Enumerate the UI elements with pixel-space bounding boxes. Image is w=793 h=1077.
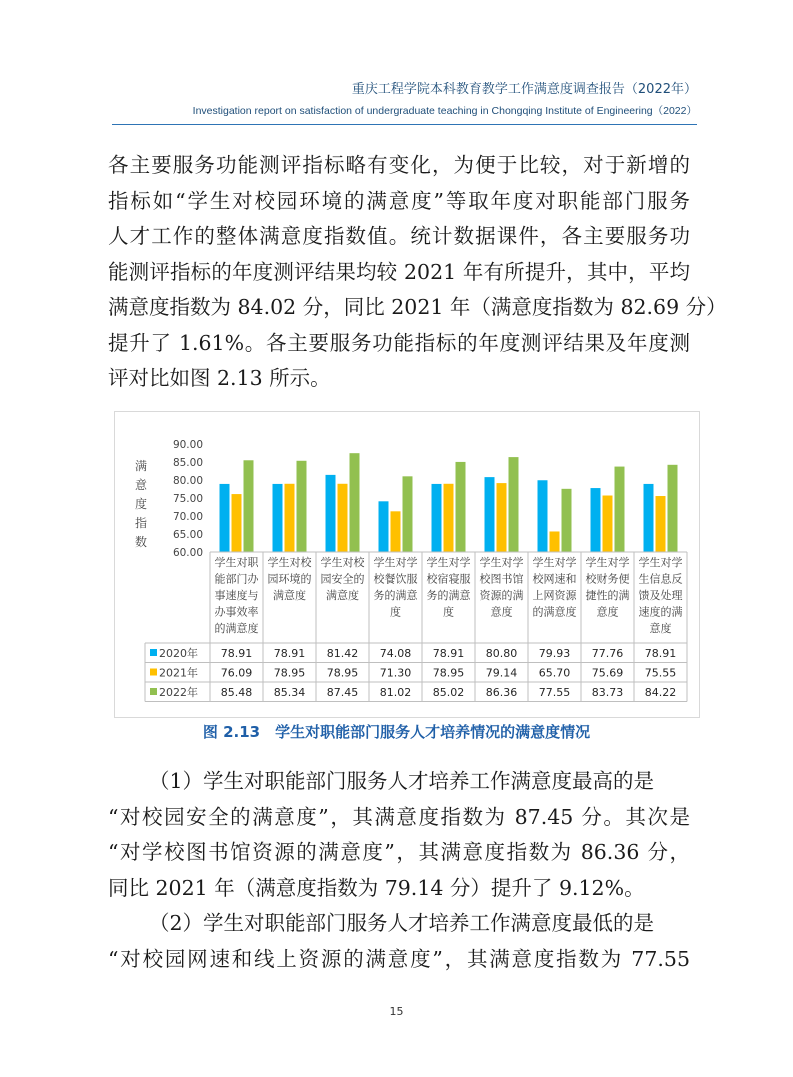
data-table-value: 76.09 <box>220 666 253 680</box>
x-category-label: 校财务便 <box>585 572 630 586</box>
data-table-value: 78.91 <box>273 647 306 660</box>
x-category-label: 度 <box>443 605 454 619</box>
legend-swatch <box>150 649 157 656</box>
header-divider <box>112 124 697 125</box>
legend-swatch <box>150 688 157 695</box>
text-line: 同比 2021 年（满意度指数为 79.14 分）提升了 9.12%。 <box>108 875 645 900</box>
data-table-value: 85.02 <box>432 686 465 699</box>
data-table-value: 84.22 <box>644 686 677 699</box>
data-table-value: 78.91 <box>220 647 253 660</box>
x-category-label: 度 <box>390 605 401 619</box>
y-axis-title-char: 度 <box>134 497 148 511</box>
bar-2022年 <box>509 457 519 552</box>
bar-2020年 <box>326 475 336 552</box>
chart-canvas <box>115 412 699 717</box>
x-category-label: 满意度 <box>273 589 306 602</box>
x-category-label: 意度 <box>649 622 672 635</box>
page-number: 15 <box>389 1005 404 1018</box>
data-table-value: 78.95 <box>273 666 306 680</box>
x-category-label: 务的满意 <box>373 589 418 602</box>
bar-2022年 <box>297 461 307 552</box>
x-category-label: 学生对职 <box>214 556 259 569</box>
text-line: 各主要服务功能测评指标略有变化，为便于比较，对于新增的 <box>108 153 690 177</box>
bar-2021年 <box>497 483 507 552</box>
data-table-value: 71.30 <box>379 666 412 680</box>
legend-label: 2022年 <box>159 686 198 699</box>
text-line: 满意度指数为 84.02 分，同比 2021 年（满意度指数为 82.69 分） <box>108 295 727 319</box>
bar-2020年 <box>379 501 389 552</box>
x-category-label: 意度 <box>596 605 619 619</box>
y-tick-label: 75.00 <box>172 493 203 505</box>
x-category-label: 学生对学 <box>585 556 630 569</box>
x-category-label: 学生对学 <box>373 556 418 569</box>
y-axis-title-char: 数 <box>134 535 148 549</box>
x-category-label: 意度 <box>490 605 513 619</box>
x-category-label: 学生对校 <box>320 556 365 569</box>
data-table-value: 86.36 <box>485 686 518 699</box>
report-title-cn: 重庆工程学院本科教育教学工作满意度调查报告（2022年） <box>351 82 697 97</box>
data-table-value: 75.55 <box>644 666 677 680</box>
text-line: 提升了 1.61%。各主要服务功能指标的年度测评结果及年度测 <box>108 330 690 355</box>
x-category-label: 学生对学 <box>532 556 577 569</box>
x-category-label: 园安全的 <box>320 572 365 586</box>
x-category-label: 的满意度 <box>214 622 259 635</box>
bar-2021年 <box>603 496 613 552</box>
bar-2020年 <box>591 488 601 552</box>
x-category-label: 校餐饮服 <box>373 572 418 586</box>
y-tick-label: 85.00 <box>172 457 203 469</box>
y-tick-label: 90.00 <box>172 439 203 451</box>
intro-paragraph <box>108 148 727 397</box>
legend-label: 2020年 <box>159 647 198 660</box>
bar-2021年 <box>444 484 454 552</box>
bar-2020年 <box>273 484 283 552</box>
x-category-label: 园环境的 <box>267 572 312 586</box>
bar-2021年 <box>391 511 401 552</box>
data-table-value: 87.45 <box>326 686 359 699</box>
data-table-value: 74.08 <box>379 647 412 660</box>
text-line: 指标如“学生对校园环境的满意度”等取年度对职能部门服务 <box>108 188 690 213</box>
bar-2020年 <box>220 484 230 552</box>
bar-2022年 <box>456 462 466 552</box>
x-category-label: 务的满意 <box>426 589 471 602</box>
x-category-label: 馈及处理 <box>638 589 683 602</box>
text-line: 人才工作的整体满意度指数值。统计数据课件，各主要服务功 <box>108 224 690 248</box>
text-line: “对校园安全的满意度”，其满意度指数为 87.45 分。其次是 <box>108 804 690 829</box>
data-table-value: 75.69 <box>591 666 624 680</box>
bar-2020年 <box>644 484 654 552</box>
bar-2021年 <box>550 531 560 552</box>
y-tick-label: 80.00 <box>172 475 203 487</box>
data-table-value: 78.91 <box>432 647 465 660</box>
text-line: （1）学生对职能部门服务人才培养工作满意度最高的是 <box>149 769 655 793</box>
bar-2022年 <box>668 465 678 552</box>
x-category-label: 办事效率 <box>214 605 259 619</box>
bar-2022年 <box>562 489 572 552</box>
y-axis-title-char: 指 <box>134 516 148 530</box>
data-table-value: 78.95 <box>432 666 465 680</box>
findings-paragraph <box>108 764 690 977</box>
bar-2022年 <box>615 467 625 552</box>
data-table-value: 77.55 <box>538 686 571 699</box>
legend-swatch <box>150 669 157 676</box>
x-category-label: 学生对学 <box>479 556 524 569</box>
data-table-value: 85.48 <box>220 686 253 699</box>
data-table-value: 80.80 <box>485 647 518 660</box>
x-category-label: 上网资源 <box>532 589 577 602</box>
x-category-label: 校宿寝服 <box>426 572 471 586</box>
data-table-value: 85.34 <box>273 686 306 699</box>
x-category-label: 学生对校 <box>267 556 312 569</box>
figure-caption: 图 2.13 学生对职能部门服务人才培养情况的满意度情况 <box>202 723 591 741</box>
bar-2021年 <box>285 484 295 552</box>
bar-2022年 <box>350 453 360 552</box>
bar-2021年 <box>338 484 348 552</box>
x-category-label: 的满意度 <box>532 605 577 619</box>
text-line: “对校园网速和线上资源的满意度”，其满意度指数为 77.55 <box>108 946 690 971</box>
y-tick-label: 65.00 <box>172 529 203 541</box>
y-tick-label: 70.00 <box>172 511 203 523</box>
bar-2022年 <box>403 476 413 552</box>
x-category-label: 能部门办 <box>214 572 259 586</box>
x-category-label: 学生对学 <box>426 556 471 569</box>
x-category-label: 校图书馆 <box>479 572 524 586</box>
data-table-value: 78.95 <box>326 666 359 680</box>
y-axis-title-char: 意 <box>134 478 148 492</box>
text-line: 评对比如图 2.13 所示。 <box>108 366 331 390</box>
bar-2022年 <box>244 460 254 552</box>
x-category-label: 资源的满 <box>479 589 524 602</box>
legend-label: 2021年 <box>159 666 198 680</box>
data-table-value: 83.73 <box>591 686 624 699</box>
y-axis-title-char: 满 <box>134 459 148 473</box>
y-tick-label: 60.00 <box>172 547 203 559</box>
text-line: （2）学生对职能部门服务人才培养工作满意度最低的是 <box>149 911 655 935</box>
bar-2020年 <box>485 477 495 552</box>
text-line: 能测评指标的年度测评结果均较 2021 年有所提升，其中，平均 <box>108 259 690 284</box>
bar-2021年 <box>656 496 666 552</box>
x-category-label: 校网速和 <box>532 572 577 586</box>
x-category-label: 速度的满 <box>638 605 683 619</box>
report-title-en: Investigation report on satisfaction of undergraduate teaching in Chongqing Institute of Engineering（2022） <box>192 105 697 117</box>
bar-2020年 <box>538 480 548 552</box>
text-line: “对学校图书馆资源的满意度”，其满意度指数为 86.36 分， <box>108 840 690 864</box>
x-category-label: 学生对学 <box>638 556 683 569</box>
data-table-value: 77.76 <box>591 647 624 660</box>
data-table-value: 79.14 <box>485 666 518 680</box>
x-category-label: 事速度与 <box>214 589 259 602</box>
data-table-value: 79.93 <box>538 647 571 660</box>
bar-2021年 <box>232 494 242 552</box>
x-category-label: 满意度 <box>326 589 359 602</box>
data-table-value: 65.70 <box>538 666 571 680</box>
bar-2020年 <box>432 484 442 552</box>
data-table-value: 81.42 <box>326 647 359 660</box>
satisfaction-bar-chart <box>114 411 700 718</box>
x-category-label: 生信息反 <box>638 572 683 586</box>
x-category-label: 捷性的满 <box>585 589 630 602</box>
data-table-value: 81.02 <box>379 686 412 699</box>
data-table-value: 78.91 <box>644 647 677 660</box>
